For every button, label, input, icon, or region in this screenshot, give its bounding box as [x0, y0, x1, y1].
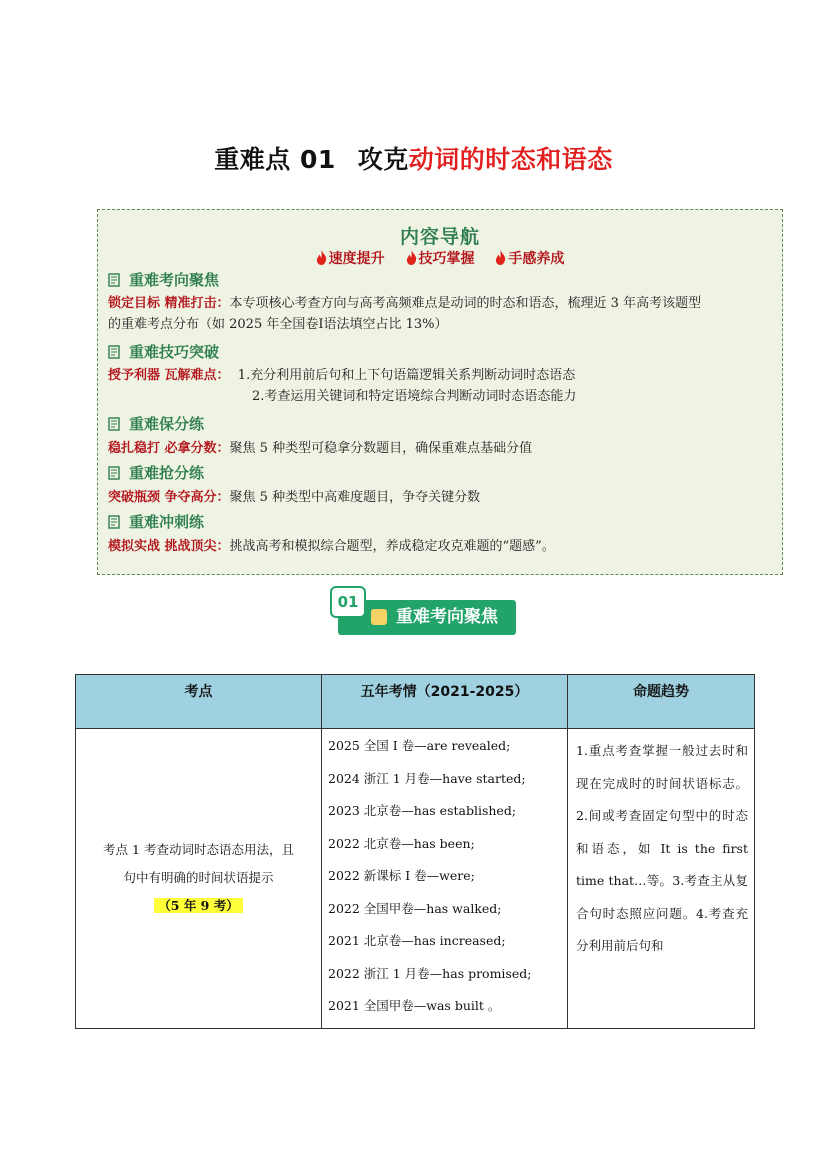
frequency-tag: （5 年 9 考） [154, 898, 242, 913]
badge-feel: 手感养成 [495, 248, 564, 268]
header-point: 考点 [76, 675, 322, 729]
banner-number: 01 [330, 586, 366, 618]
nav-badges [98, 248, 782, 268]
table-row [76, 729, 755, 1029]
section-body-focus: 锁定目标 精准打击：本专项核心考查方向与高考高频难点是动词的时态和语态，梳理近 3 年高考该题型 的重难考点分布（如 2025 年全国卷Ⅰ语法填空占比 13%） [108, 296, 702, 332]
trend-cell: 1.重点考查掌握一般过去时和现在完成时的时间状语标志。2.间或考查固定句型中的时态和语态，如 It is the first time that…等。3.考查主从复合句时态照应问题。4.考查充分利用前后句和 [568, 729, 755, 1029]
flame-icon [406, 250, 417, 265]
document-icon [108, 417, 121, 431]
document-icon [108, 273, 121, 287]
section-head-skills: 重难技巧突破 [108, 341, 219, 362]
nav-heading: 内容导航 [399, 226, 480, 248]
section-body-basic: 稳扎稳打 必拿分数：聚焦 5 种类型可稳拿分数题目，确保重难点基础分值 [108, 441, 533, 456]
title-highlight: 动词的时态和语态 [408, 145, 613, 174]
section-head-sprint: 重难冲刺练 [108, 511, 204, 532]
section-head-basic: 重难保分练 [108, 413, 204, 434]
document-icon [108, 515, 121, 529]
exam-table [75, 674, 755, 1029]
document-icon [108, 466, 121, 480]
section-body-sprint: 模拟实战 挑战顶尖：挑战高考和模拟综合题型，养成稳定攻克难题的“题感”。 [108, 539, 555, 554]
square-icon [371, 609, 387, 625]
flame-icon [495, 250, 506, 265]
section-body-advanced: 突破瓶颈 争夺高分：聚焦 5 种类型中高难度题目，争夺关键分数 [108, 490, 481, 505]
badge-skill: 技巧掌握 [406, 248, 475, 268]
table-header-row [76, 675, 755, 729]
header-trend: 命题趋势 [568, 675, 755, 729]
point-cell: 考点 1 考查动词时态语态用法，且 句中有明确的时间状语提示 （5 年 9 考） [76, 729, 322, 1029]
badge-speed: 速度提升 [316, 248, 385, 268]
exams-cell: 2025 全国 I 卷—are revealed; 2024 浙江 1 月卷—have started; 2023 北京卷—has established; 2022 北京卷—has been; 2022 新课标 I 卷—were; 2022 全国甲卷—has walked; 2021 北京卷—has increased; 2022 浙江 1 月卷—has promised; 2021 全国甲卷—was built 。 [322, 729, 568, 1029]
section-head-focus: 重难考向聚焦 [108, 269, 219, 290]
title-verb: 攻克 [357, 145, 409, 174]
title-prefix: 重难点 01 [214, 145, 336, 174]
page-title [0, 140, 827, 176]
content-navigation-box [97, 209, 783, 575]
header-exams: 五年考情（2021-2025） [322, 675, 568, 729]
section-banner [337, 593, 516, 635]
section-body-skills: 授予利器 瓦解难点： 1.充分利用前后句和上下句语篇逻辑关系判断动词时态语态 2.考查运用关键词和特定语境综合判断动词时态语态能力 [108, 368, 577, 404]
flame-icon [316, 250, 327, 265]
banner-title: 重难考向聚焦 [396, 607, 498, 627]
document-icon [108, 345, 121, 359]
section-head-advanced: 重难抢分练 [108, 462, 204, 483]
